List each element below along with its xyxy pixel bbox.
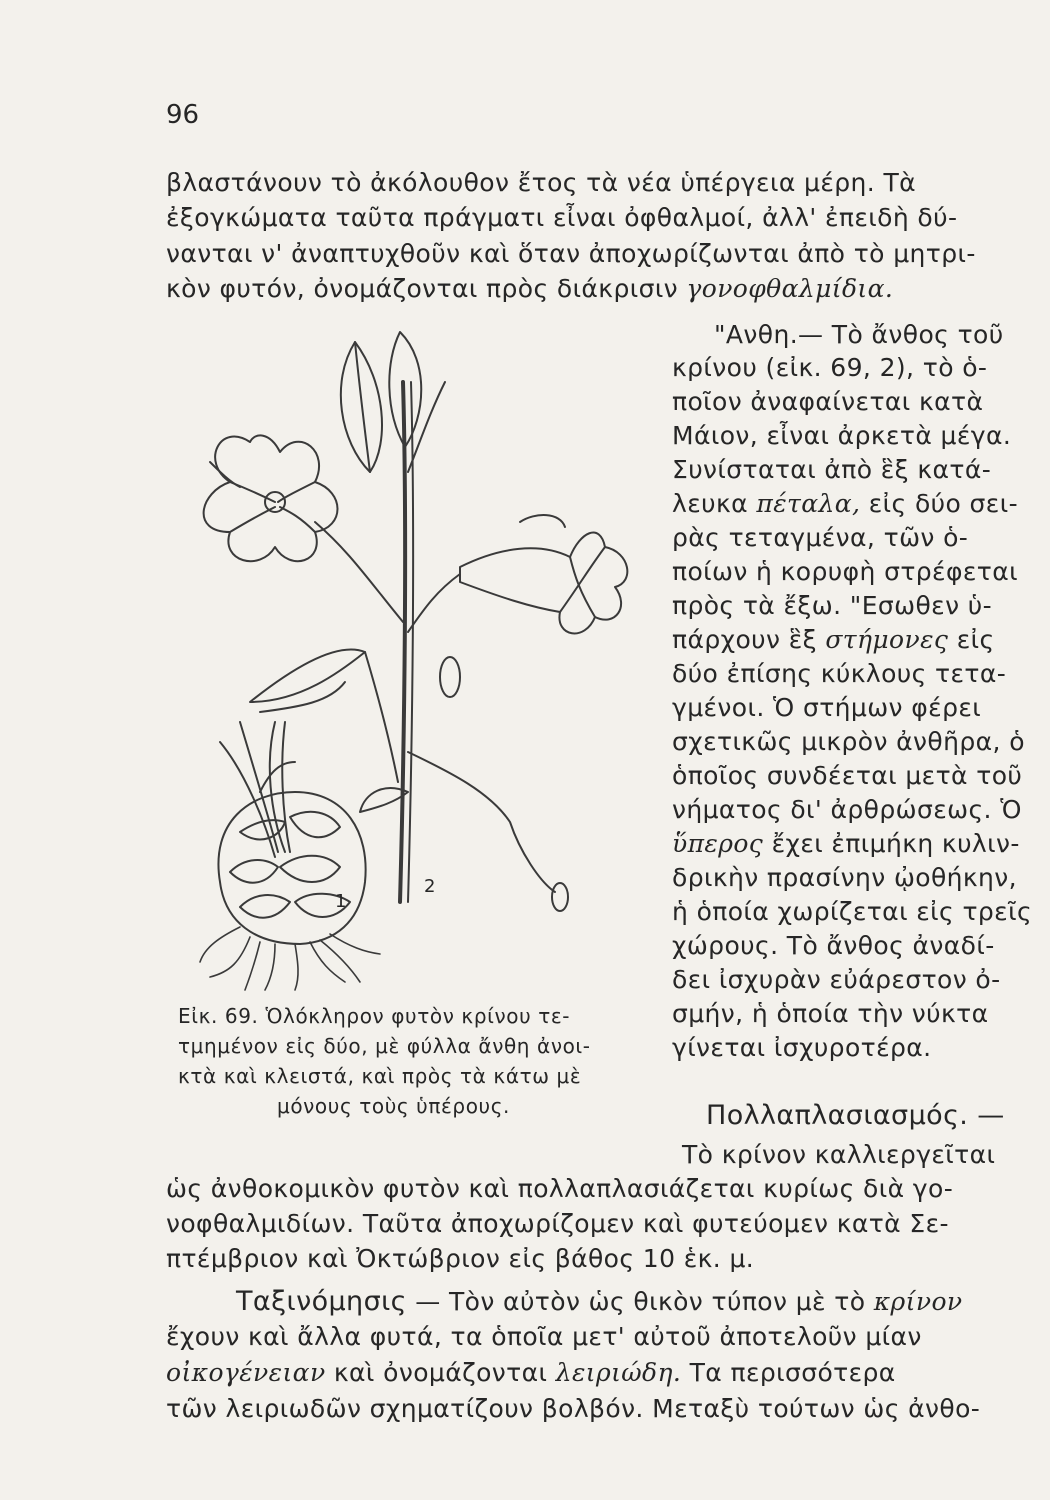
figure-caption-line: τμημένον εἰς δύο, μὲ φύλλα ἄνθη ἀνοι- <box>178 1034 591 1058</box>
term-stamens: στήμονες <box>825 625 949 654</box>
page-number: 96 <box>166 100 200 130</box>
term-family: οἰκογένειαν <box>166 1358 326 1387</box>
main-stem <box>400 382 405 902</box>
figure-caption-line: Εἰκ. 69. Ὁλόκληρον φυτὸν κρίνου τε- <box>178 1004 571 1028</box>
side-line: ποῖον ἀναφαίνεται κατὰ <box>672 387 984 416</box>
side-line: γίνεται ἰσχυροτέρα. <box>672 1033 932 1062</box>
side-line <box>672 625 1032 654</box>
side-line: χώρους. Τὸ ἄνθος ἀναδί- <box>672 931 995 960</box>
side-line: δρικὴν πρασίνην ᾠοθήκην, <box>672 863 1018 892</box>
line-text: καὶ ὀνομάζονται <box>333 1358 548 1387</box>
side-line: ἡ ὁποία χωρίζεται εἰς τρεῖς <box>672 897 1033 926</box>
side-line: δύο ἐπίσης κύκλους τετα- <box>672 659 1007 688</box>
figure-label-1: 1 <box>335 891 347 912</box>
paragraph-line: βλαστάνουν τὸ ἀκόλουθον ἔτος τὰ νέα ὑπέργεια μέρη. Τὰ <box>166 168 917 197</box>
term-pistil: ὕπερος <box>672 829 764 858</box>
line-text: εἰς <box>956 625 995 654</box>
paragraph-line <box>166 1358 1026 1387</box>
paragraph-line <box>236 1286 1036 1317</box>
paragraph-line: Τὸ κρίνον καλλιεργεῖται <box>682 1140 996 1169</box>
paragraph-line <box>166 274 1026 303</box>
side-line: Συνίσταται ἀπὸ ἓξ κατά- <box>672 455 992 484</box>
paragraph-line: νανται ν' ἀναπτυχθοῦν καὶ ὅταν ἀποχωρίζωνται ἀπὸ τὸ μητρι- <box>166 239 976 268</box>
side-line: ὁποῖος συνδέεται μετὰ τοῦ <box>672 761 1023 790</box>
paragraph-line: τῶν λειριωδῶν σχηματίζουν βολβόν. Μεταξὺ τούτων ὡς ἀνθο- <box>166 1394 981 1423</box>
side-line: ποίων ἡ κορυφὴ στρέφεται <box>672 557 1018 586</box>
side-line: κρίνου (εἰκ. 69, 2), τὸ ὁ- <box>672 353 988 382</box>
section-heading-classification: Ταξινόμησις <box>236 1286 407 1317</box>
line-text: εἰς δύο σει- <box>868 489 1018 518</box>
side-line: γμένοι. Ὁ στήμων φέρει <box>672 693 982 722</box>
figure-caption-line: μόνους τοὺς ὑπέρους. <box>277 1094 511 1118</box>
line-text: ἔχει ἐπιμήκη κυλιν- <box>771 829 1020 858</box>
side-line: σμήν, ἡ ὁποία τὴν νύκτα <box>672 999 989 1028</box>
line-text: — Τὸν αὐτὸν ὡς θικὸν τύπον μὲ τὸ <box>415 1287 866 1316</box>
term-liliaceae: λειριώδη. <box>555 1358 682 1387</box>
term-petals: πέταλα, <box>756 489 861 518</box>
paragraph-line: πτέμβριον καὶ Ὀκτώβριον εἰς βάθος 10 ἑκ. μ. <box>166 1244 755 1273</box>
bulb <box>218 762 365 944</box>
side-line: δει ἰσχυρὰν εὐάρεστον ὀ- <box>672 965 1001 994</box>
term-krinon: κρίνον <box>873 1287 963 1316</box>
side-line <box>672 489 1032 518</box>
line-text: Τα περισσότερα <box>689 1358 896 1387</box>
side-line <box>672 829 1032 858</box>
line-text: πάρχουν ἓξ <box>672 625 817 654</box>
open-flower-left <box>204 435 403 622</box>
leaf <box>250 649 365 702</box>
section-heading-multiplication: Πολλαπλασιασμός. — <box>706 1100 1005 1131</box>
roots <box>200 927 380 990</box>
open-flower-right <box>408 515 627 633</box>
paragraph-line: ἐξογκώματα ταῦτα πράγματι εἶναι ὀφθαλμοί, ἀλλ' ἐπειδὴ δύ- <box>166 203 958 232</box>
side-line: πρὸς τὰ ἔξω. "Εσωθεν ὑ- <box>672 591 993 620</box>
side-line: "Ανθη.— Τὸ ἄνθος τοῦ <box>714 320 1004 349</box>
term-gonophthalmidia: γονοφθαλμίδια. <box>686 274 894 303</box>
paragraph-line: ἔχουν καὶ ἄλλα φυτά, τα ὁποῖα μετ' αὐτοῦ ἀποτελοῦν μίαν <box>166 1322 922 1351</box>
paragraph-line: ὡς ἀνθοκομικὸν φυτὸν καὶ πολλαπλασιάζεται κυρίως διὰ γο- <box>166 1174 954 1203</box>
side-line: νήματος δι' ἀρθρώσεως. Ὁ <box>672 795 1022 824</box>
figure-label-2: 2 <box>424 876 436 897</box>
lily-illustration <box>160 322 660 992</box>
line-text: λευκα <box>672 489 748 518</box>
side-line: ρὰς τεταγμένα, τῶν ὁ- <box>672 523 969 552</box>
line-text: κὸν φυτόν, ὀνομάζονται πρὸς διάκρισιν <box>166 274 679 303</box>
paragraph-line: νοφθαλμιδίων. Ταῦτα ἀποχωρίζομεν καὶ φυτεύομεν κατὰ Σε- <box>166 1209 949 1238</box>
figure-caption-line: κτὰ καὶ κλειστά, καὶ πρὸς τὰ κάτω μὲ <box>178 1064 582 1088</box>
side-line: Μάιον, εἶναι ἀρκετὰ μέγα. <box>672 421 1012 450</box>
side-line: σχετικῶς μικρὸν ἀνθῆρα, ὁ <box>672 727 1025 756</box>
